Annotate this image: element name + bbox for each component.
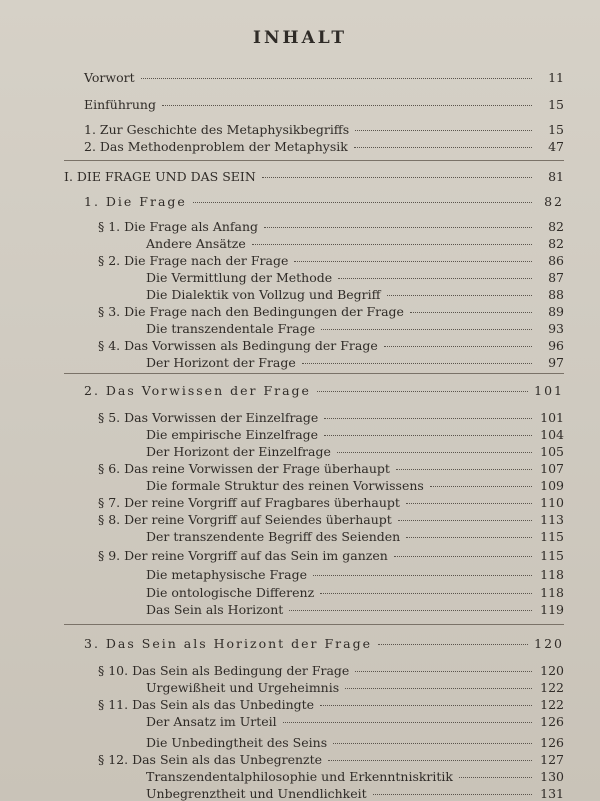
toc-entry: Einführung 15: [84, 97, 564, 112]
toc-entry: Urgewißheit und Urgeheimnis 122: [146, 680, 564, 695]
toc-entry: Der Horizont der Einzelfrage 105: [146, 444, 564, 459]
toc-entry: Der Horizont der Frage 97: [146, 355, 564, 370]
toc-entry: § 5. Das Vorwissen der Einzelfrage 101: [98, 410, 564, 425]
divider: [64, 624, 564, 625]
divider: [64, 160, 564, 161]
toc-entry: 2. Das Methodenproblem der Metaphysik 47: [84, 139, 564, 154]
toc-entry: § 6. Das reine Vorwissen der Frage überhaupt 107: [98, 461, 564, 476]
toc-entry: Der transzendente Begriff des Seienden 115: [146, 529, 564, 544]
toc-entry: Andere Ansätze 82: [146, 236, 564, 251]
toc-entry: Die Dialektik von Vollzug und Begriff 88: [146, 287, 564, 302]
toc-entry: § 3. Die Frage nach den Bedingungen der Frage 89: [98, 304, 564, 319]
toc-entry: § 9. Der reine Vorgriff auf das Sein im ganzen 115: [98, 548, 564, 563]
toc-entry: § 1. Die Frage als Anfang 82: [98, 219, 564, 234]
toc-entry: 1. Zur Geschichte des Metaphysikbegriffs 15: [84, 122, 564, 137]
divider: [64, 373, 564, 374]
toc-entry: Unbegrenztheit und Unendlichkeit 131: [146, 786, 564, 801]
toc-entry: § 10. Das Sein als Bedingung der Frage 120: [98, 663, 564, 678]
toc-entry: Die Vermittlung der Methode 87: [146, 270, 564, 285]
toc-entry: Die empirische Einzelfrage 104: [146, 427, 564, 442]
toc-entry: § 11. Das Sein als das Unbedingte 122: [98, 697, 564, 712]
toc-entry: Die transzendentale Frage 93: [146, 321, 564, 336]
toc-entry: Vorwort 11: [84, 70, 564, 85]
toc-entry: Die metaphysische Frage 118: [146, 567, 564, 582]
chapter-heading: 3. Das Sein als Horizont der Frage 120: [84, 636, 564, 651]
toc-entry: Die ontologische Differenz 118: [146, 585, 564, 600]
toc-entry: § 12. Das Sein als das Unbegrenzte 127: [98, 752, 564, 767]
toc-entry: § 4. Das Vorwissen als Bedingung der Frage 96: [98, 338, 564, 353]
toc-entry: Transzendentalphilosophie und Erkenntniskritik 130: [146, 769, 564, 784]
chapter-heading: 1. Die Frage 82: [84, 194, 564, 209]
part-heading: I. DIE FRAGE UND DAS SEIN 81: [64, 169, 564, 184]
toc-entry: Das Sein als Horizont 119: [146, 602, 564, 617]
chapter-heading: 2. Das Vorwissen der Frage 101: [84, 383, 564, 398]
page-title: INHALT: [253, 28, 347, 48]
toc-entry: § 8. Der reine Vorgriff auf Seiendes überhaupt 113: [98, 512, 564, 527]
toc-entry: § 7. Der reine Vorgriff auf Fragbares überhaupt 110: [98, 495, 564, 510]
toc-entry: § 2. Die Frage nach der Frage 86: [98, 253, 564, 268]
toc-entry: Die formale Struktur des reinen Vorwissens 109: [146, 478, 564, 493]
toc-entry: Die Unbedingtheit des Seins 126: [146, 735, 564, 750]
toc-entry: Der Ansatz im Urteil 126: [146, 714, 564, 729]
